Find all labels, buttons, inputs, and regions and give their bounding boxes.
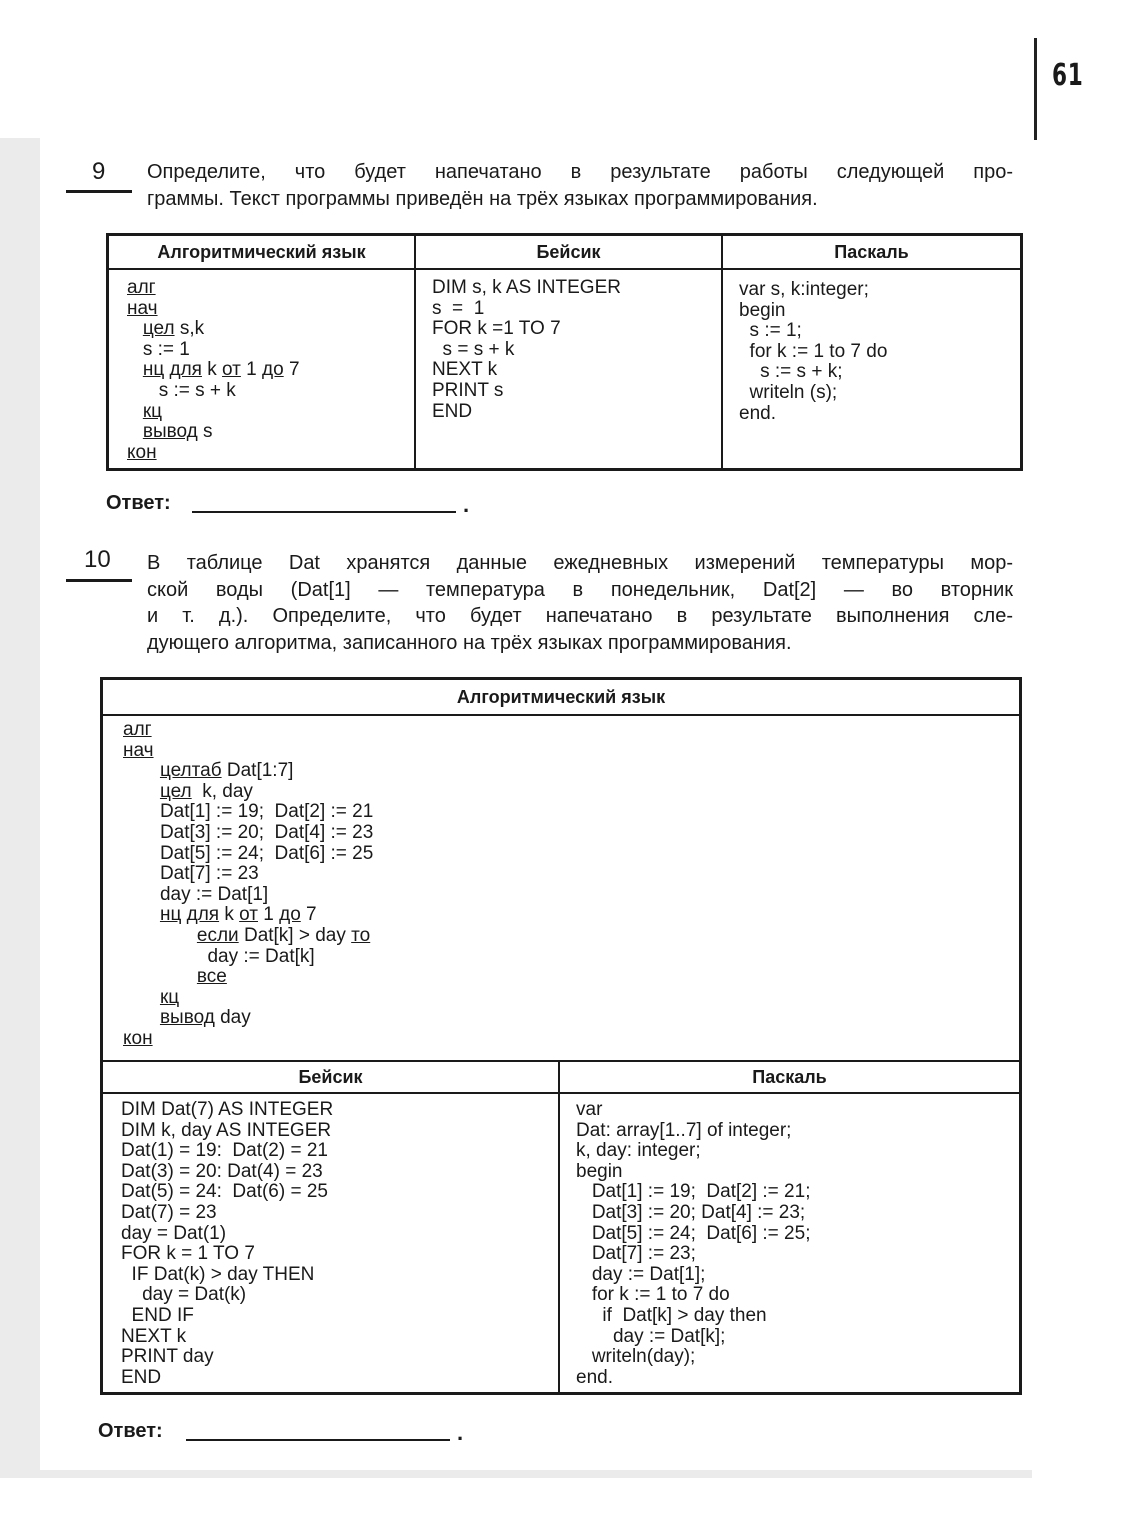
task-9-answer-label: Ответ:	[106, 492, 171, 514]
task-9-rule	[66, 190, 132, 193]
task-10-answer-field[interactable]	[186, 1439, 450, 1441]
task-10-answer-label: Ответ:	[98, 1420, 163, 1442]
task-9-header-alg: Алгоритмический язык	[108, 235, 416, 270]
task-9-text-line: граммы. Текст программы приведён на трёх языках программирования.	[147, 187, 818, 210]
task-10-number: 10	[84, 546, 111, 573]
page-number: 61	[1052, 58, 1084, 93]
margin-rule	[1034, 38, 1037, 140]
task-10-header-basic: Бейсик	[102, 1061, 560, 1093]
task-10-code-table	[100, 677, 1022, 1395]
task-10-text-line: В таблице Dat хранятся данные ежедневных измерений температуры мор-	[147, 552, 1013, 574]
task-10-basic-cell	[102, 1093, 560, 1394]
task-10-text-line: дующего алгоритма, записанного на трёх языках программирования.	[147, 631, 792, 654]
task-9-answer-field[interactable]	[192, 511, 456, 513]
task-10-rule	[66, 579, 132, 582]
task-9-code-table	[106, 233, 1023, 471]
task-9-alg-cell	[108, 269, 416, 469]
task-9-basic-cell	[415, 269, 722, 469]
task-9-text	[147, 159, 1013, 212]
task-10-pascal-cell	[559, 1093, 1021, 1394]
task-9-text-line: Определите, что будет напечатано в результате работы следующей про-	[147, 161, 1013, 183]
task-10-header-pascal: Паскаль	[559, 1061, 1021, 1093]
task-9-header-basic: Бейсик	[415, 235, 722, 270]
task-9-alg-code: алг нач цел s,k s := 1 нц для k от 1 до 7 s := s + k кц вывод s кон	[127, 277, 300, 463]
task-10-basic-code: DIM Dat(7) AS INTEGER DIM k, day AS INTEGER Dat(1) = 19: Dat(2) = 21 Dat(3) = 20: Dat(4) = 23 Dat(5) = 24: Dat(6) = 25 Dat(7) = 23 day = Dat(1) FOR k = 1 TO 7 IF Dat(k) > day THEN day = Dat(k) END IF NEXT k PRINT day END	[121, 1099, 334, 1388]
task-9-number: 9	[92, 158, 106, 185]
task-10-pascal-code: var Dat: array[1..7] of integer; k, day: integer; begin Dat[1] := 19; Dat[2] := 21; Dat[3] := 20; Dat[4] := 23; Dat[5] := 24; Dat[6] := 25; Dat[7] := 23; day := Dat[1]; for k := 1 to 7 do if Dat[k] > day then day := Dat[k]; writeln(day); end.	[576, 1099, 811, 1388]
task-10-alg-code: алг нач целтаб Dat[1:7] цел k, day Dat[1] := 19; Dat[2] := 21 Dat[3] := 20; Dat[4] := 23 Dat[5] := 24; Dat[6] := 25 Dat[7] := 23 day := Dat[1] нц для k от 1 до 7 если Dat[k] > day то day := Dat[k] все кц вывод day кон	[123, 719, 374, 1049]
task-9-pascal-cell	[722, 269, 1022, 469]
task-9-basic-code: DIM s, k AS INTEGER s = 1 FOR k =1 TO 7 s = s + k NEXT k PRINT s END	[432, 277, 621, 422]
task-9-header-pascal: Паскаль	[722, 235, 1022, 270]
task-9-pascal-code: var s, k:integer; begin s := 1; for k := 1 to 7 do s := s + k; writeln (s); end.	[739, 279, 888, 424]
task-10-header-alg: Алгоритмический язык	[102, 679, 1021, 716]
task-10-text	[147, 550, 1013, 656]
task-10-text-line: ской воды (Dat[1] — температура в понедельник, Dat[2] — во вторник	[147, 578, 1013, 601]
task-10-alg-cell	[102, 715, 1021, 1061]
task-10-answer-dot: .	[457, 1420, 464, 1445]
task-10-text-line: и т. д.). Определите, что будет напечатано в результате выполнения сле-	[147, 605, 1013, 627]
task-9-answer-dot: .	[463, 492, 470, 517]
